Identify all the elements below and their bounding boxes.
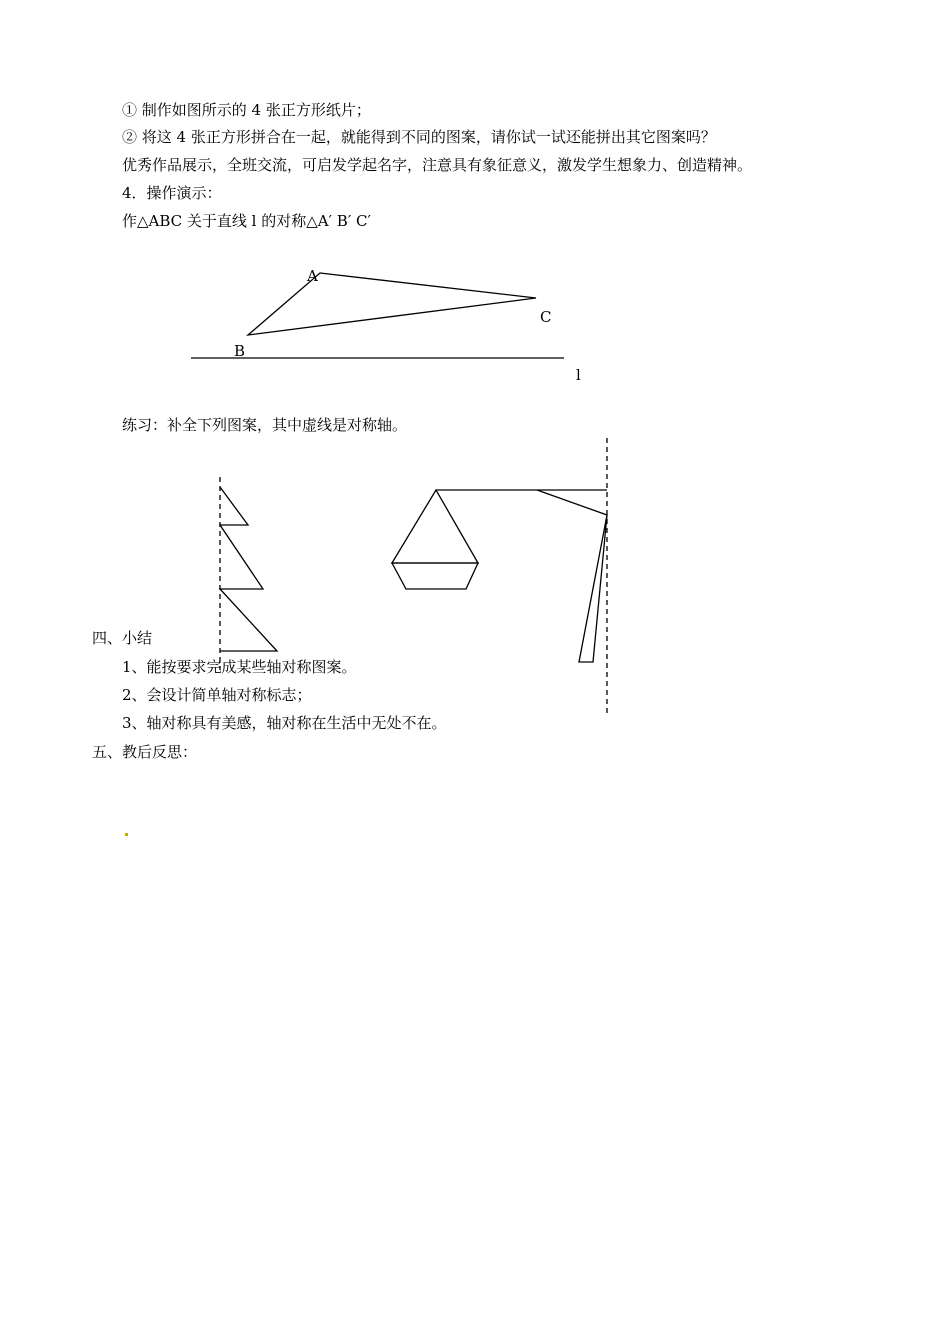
scale-pan-base — [392, 563, 478, 589]
vertex-b-label: B — [234, 342, 246, 360]
triangle-abc — [248, 273, 536, 335]
step2-text: ② 将这 4 张正方形拼合在一起，就能得到不同的图案，请你试一试还能拼出其它图案吗？ — [122, 128, 716, 146]
sawtooth-half — [220, 487, 277, 651]
stray-mark — [125, 833, 128, 836]
scale-post-half — [537, 490, 607, 662]
reflection-heading: 五、教后反思： — [92, 743, 198, 761]
triangle-abc-figure — [191, 273, 564, 358]
demo-task: 作△ABC 关于直线 l 的对称△A′ B′ C′ — [122, 212, 371, 230]
summary-item-1: 1、能按要求完成某些轴对称图案。 — [122, 658, 357, 676]
summary-item-2: 2、会设计简单轴对称标志； — [122, 686, 312, 704]
summary-heading: 四、小结 — [92, 629, 153, 647]
vertex-a-label: A — [307, 267, 318, 285]
vertex-c-label: C — [540, 308, 552, 326]
scale-figure — [392, 438, 607, 713]
line-l-label: l — [576, 366, 581, 384]
scale-pan-cone — [392, 490, 478, 563]
practice-instruction: 练习：补全下列图案，其中虚线是对称轴。 — [122, 416, 408, 434]
showcase-text: 优秀作品展示，全班交流，可启发学起名字，注意具有象征意义，激发学生想象力、创造精神。 — [122, 156, 753, 174]
summary-item-3: 3、轴对称具有美感，轴对称在生活中无处不在。 — [122, 714, 447, 732]
step1-text: ① 制作如图所示的 4 张正方形纸片； — [122, 101, 371, 119]
sawtooth-figure — [220, 477, 277, 670]
demo-heading: 4．操作演示： — [122, 184, 222, 202]
